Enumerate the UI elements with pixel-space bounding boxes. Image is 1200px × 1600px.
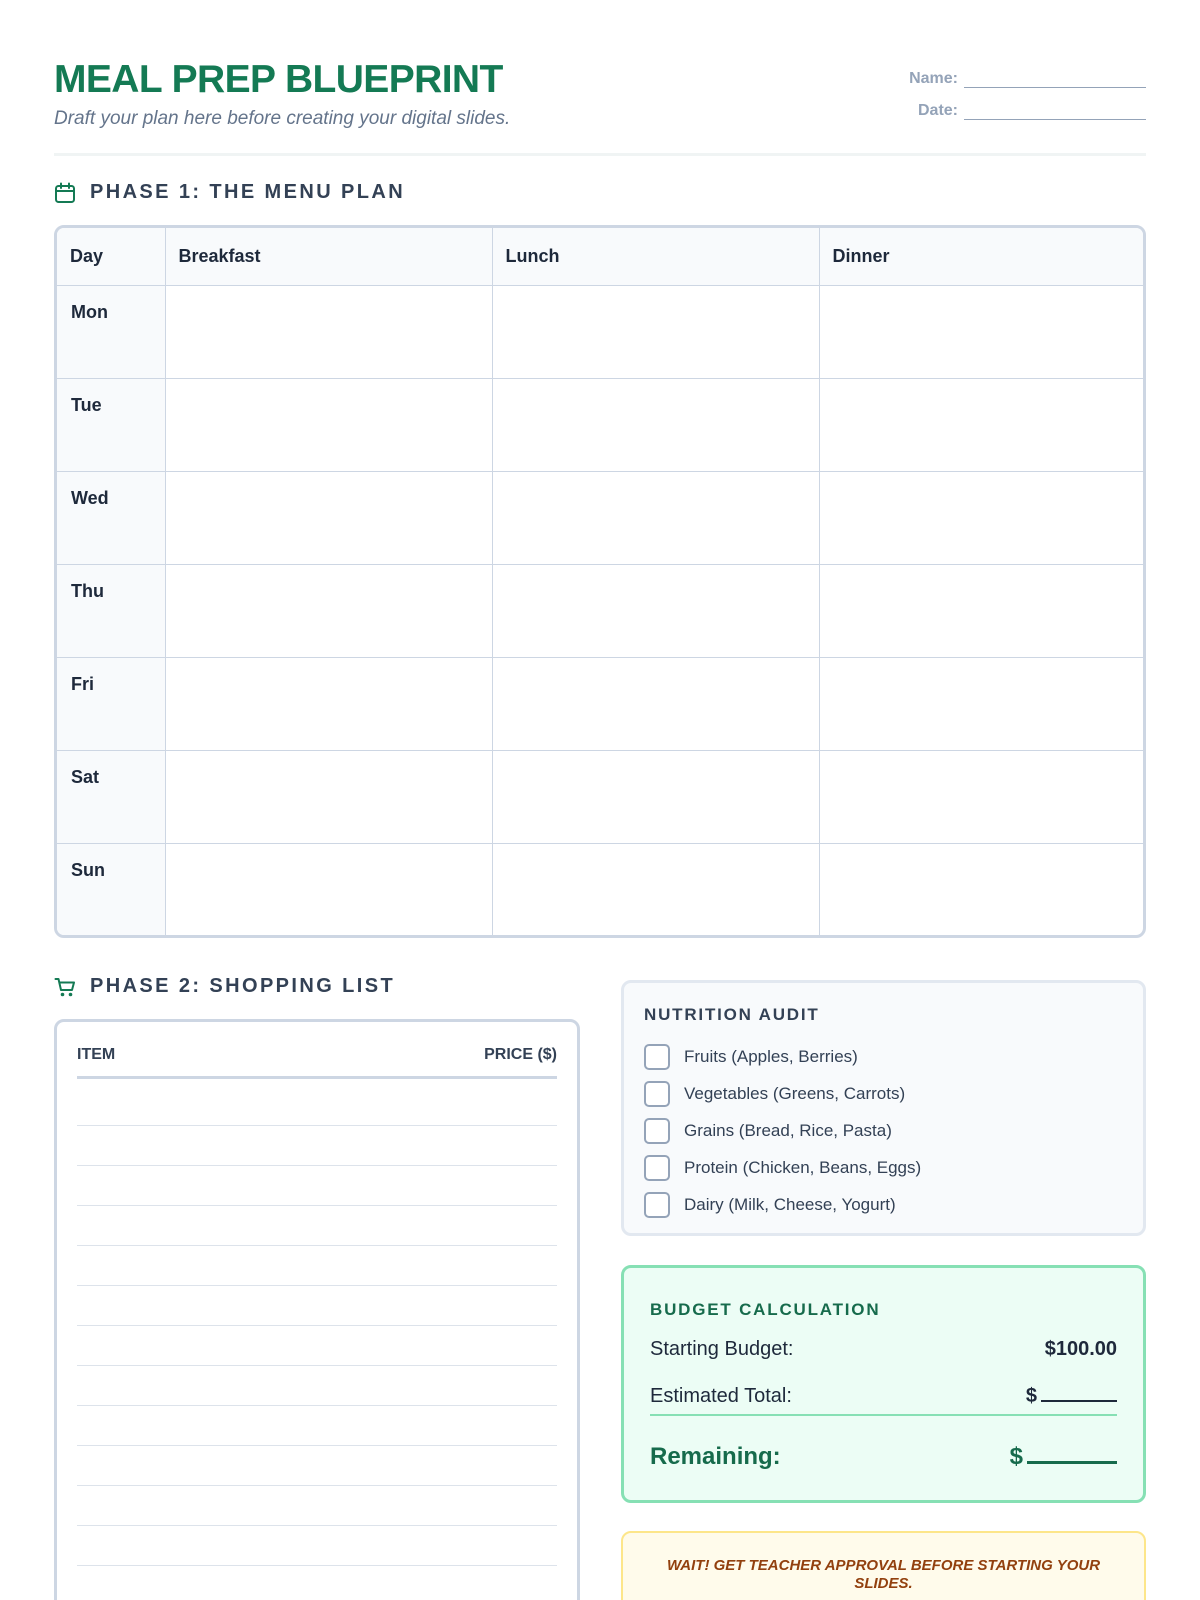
nutrition-item-label: Grains (Bread, Rice, Pasta) bbox=[684, 1121, 892, 1140]
dinner-cell[interactable] bbox=[819, 285, 1146, 378]
menu-header-row bbox=[57, 228, 1146, 285]
breakfast-cell[interactable] bbox=[165, 378, 492, 471]
menu-row-fri bbox=[57, 657, 1146, 750]
breakfast-cell[interactable] bbox=[165, 285, 492, 378]
breakfast-cell[interactable] bbox=[165, 471, 492, 564]
column-header-day: Day bbox=[57, 228, 165, 285]
nutrition-item-fruits[interactable] bbox=[644, 1044, 858, 1070]
menu-plan-table bbox=[54, 225, 1146, 938]
day-label: Sat bbox=[57, 750, 165, 843]
budget-calculation bbox=[621, 1265, 1146, 1503]
teacher-approval-text: WAIT! GET TEACHER APPROVAL BEFORE STARTING YOUR SLIDES. bbox=[666, 1557, 1101, 1592]
remaining-blank[interactable] bbox=[1027, 1444, 1117, 1464]
nutrition-audit-title: NUTRITION AUDIT bbox=[644, 1005, 820, 1024]
starting-budget-row bbox=[650, 1338, 1117, 1361]
menu-row-sat bbox=[57, 750, 1146, 843]
dinner-cell[interactable] bbox=[819, 750, 1146, 843]
menu-row-sun bbox=[57, 843, 1146, 936]
lunch-cell[interactable] bbox=[492, 843, 819, 936]
checkbox[interactable] bbox=[644, 1192, 670, 1218]
budget-title: BUDGET CALCULATION bbox=[650, 1300, 881, 1319]
remaining-row bbox=[650, 1443, 1117, 1471]
phase2-heading bbox=[54, 975, 395, 998]
shopping-list-line[interactable] bbox=[77, 1165, 557, 1166]
breakfast-cell[interactable] bbox=[165, 750, 492, 843]
shopping-list-line[interactable] bbox=[77, 1245, 557, 1246]
estimated-total-blank[interactable] bbox=[1041, 1384, 1117, 1402]
day-label: Mon bbox=[57, 285, 165, 378]
dinner-cell[interactable] bbox=[819, 378, 1146, 471]
header bbox=[54, 56, 1146, 156]
item-column-header: ITEM bbox=[77, 1046, 116, 1063]
starting-budget-label: Starting Budget: bbox=[650, 1338, 794, 1360]
phase1-heading-text: PHASE 1: THE MENU PLAN bbox=[90, 181, 406, 203]
shopping-list-line[interactable] bbox=[77, 1205, 557, 1206]
estimated-total-row bbox=[650, 1384, 1117, 1408]
page-subtitle: Draft your plan here before creating your digital slides. bbox=[54, 108, 511, 129]
nutrition-item-protein[interactable] bbox=[644, 1155, 921, 1181]
date-field-row bbox=[886, 88, 1146, 120]
name-date-fields bbox=[886, 56, 1146, 120]
shopping-cart-icon bbox=[54, 976, 76, 998]
menu-row-thu bbox=[57, 564, 1146, 657]
menu-row-wed bbox=[57, 471, 1146, 564]
starting-budget-value: $100.00 bbox=[1044, 1338, 1117, 1360]
shopping-list-line[interactable] bbox=[77, 1285, 557, 1286]
shopping-list-line[interactable] bbox=[77, 1565, 557, 1566]
calendar-icon bbox=[54, 182, 76, 204]
shopping-list-line[interactable] bbox=[77, 1365, 557, 1366]
lunch-cell[interactable] bbox=[492, 285, 819, 378]
day-label: Fri bbox=[57, 657, 165, 750]
shopping-list-line[interactable] bbox=[77, 1445, 557, 1446]
estimated-total-label: Estimated Total: bbox=[650, 1385, 792, 1407]
nutrition-item-label: Dairy (Milk, Cheese, Yogurt) bbox=[684, 1195, 896, 1214]
breakfast-cell[interactable] bbox=[165, 564, 492, 657]
date-label: Date: bbox=[917, 102, 958, 119]
breakfast-cell[interactable] bbox=[165, 657, 492, 750]
nutrition-item-dairy[interactable] bbox=[644, 1192, 896, 1218]
shopping-list-line[interactable] bbox=[77, 1125, 557, 1126]
dinner-cell[interactable] bbox=[819, 564, 1146, 657]
dinner-cell[interactable] bbox=[819, 657, 1146, 750]
shopping-list-header bbox=[77, 1046, 557, 1079]
checkbox[interactable] bbox=[644, 1044, 670, 1070]
nutrition-item-label: Vegetables (Greens, Carrots) bbox=[684, 1084, 906, 1103]
currency-symbol: $ bbox=[1025, 1385, 1037, 1407]
name-field[interactable] bbox=[964, 70, 1146, 88]
name-label: Name: bbox=[909, 70, 958, 87]
lunch-cell[interactable] bbox=[492, 564, 819, 657]
breakfast-cell[interactable] bbox=[165, 843, 492, 936]
worksheet-page bbox=[54, 0, 1146, 1600]
shopping-list-line[interactable] bbox=[77, 1485, 557, 1486]
lunch-cell[interactable] bbox=[492, 378, 819, 471]
phase2-heading-text: PHASE 2: SHOPPING LIST bbox=[90, 975, 396, 997]
currency-symbol: $ bbox=[1009, 1443, 1023, 1470]
checkbox[interactable] bbox=[644, 1118, 670, 1144]
lunch-cell[interactable] bbox=[492, 657, 819, 750]
day-label: Thu bbox=[57, 564, 165, 657]
nutrition-item-label: Fruits (Apples, Berries) bbox=[684, 1047, 858, 1066]
shopping-list-line[interactable] bbox=[77, 1325, 557, 1326]
day-label: Tue bbox=[57, 378, 165, 471]
nutrition-item-label: Protein (Chicken, Beans, Eggs) bbox=[684, 1158, 922, 1177]
column-header-dinner: Dinner bbox=[819, 228, 1146, 285]
day-label: Wed bbox=[57, 471, 165, 564]
checkbox[interactable] bbox=[644, 1155, 670, 1181]
phase1-heading bbox=[54, 181, 405, 204]
shopping-list-line[interactable] bbox=[77, 1525, 557, 1526]
lunch-cell[interactable] bbox=[492, 471, 819, 564]
menu-row-tue bbox=[57, 378, 1146, 471]
shopping-list bbox=[54, 1019, 580, 1600]
menu-row-mon bbox=[57, 285, 1146, 378]
column-header-lunch: Lunch bbox=[492, 228, 819, 285]
name-field-row bbox=[886, 56, 1146, 88]
nutrition-item-vegetables[interactable] bbox=[644, 1081, 905, 1107]
lunch-cell[interactable] bbox=[492, 750, 819, 843]
nutrition-audit bbox=[621, 980, 1146, 1236]
estimated-total-field[interactable] bbox=[1026, 1384, 1117, 1408]
column-header-breakfast: Breakfast bbox=[165, 228, 492, 285]
checkbox[interactable] bbox=[644, 1081, 670, 1107]
date-field[interactable] bbox=[964, 102, 1146, 120]
day-label: Sun bbox=[57, 843, 165, 936]
page-title: MEAL PREP BLUEPRINT bbox=[54, 58, 503, 101]
shopping-list-line[interactable] bbox=[77, 1405, 557, 1406]
budget-divider bbox=[650, 1414, 1117, 1416]
remaining-field[interactable] bbox=[1010, 1443, 1117, 1471]
dinner-cell[interactable] bbox=[819, 843, 1146, 936]
nutrition-item-grains[interactable] bbox=[644, 1118, 892, 1144]
remaining-label: Remaining: bbox=[650, 1443, 781, 1470]
dinner-cell[interactable] bbox=[819, 471, 1146, 564]
price-column-header: PRICE ($) bbox=[484, 1046, 557, 1063]
teacher-approval-notice bbox=[621, 1531, 1146, 1600]
